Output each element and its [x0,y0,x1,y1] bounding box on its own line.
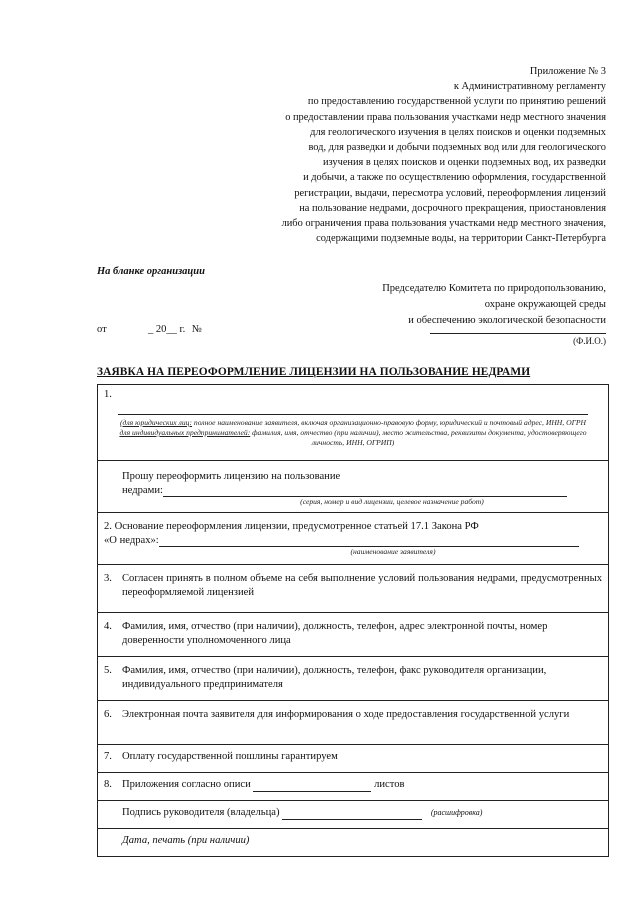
row-text: Электронная почта заявителя для информирования о ходе предоставления государственной услуги [121,709,570,720]
row-number: 8. [104,779,112,790]
row-number: 3. [104,573,112,584]
header-line: о предоставлении права пользования участками недр местного значения [285,111,606,123]
table-row [98,657,609,701]
signature-field[interactable] [282,808,422,820]
row-text: Приложения согласно описи [121,779,251,790]
attachments-count-field[interactable] [253,780,371,792]
form-title: ЗАЯВКА НА ПЕРЕОФОРМЛЕНИЕ ЛИЦЕНЗИИ НА ПОЛЬЗОВАНИЕ НЕДРАМИ [97,366,531,378]
row-number: 4. [104,621,112,632]
addressee-block [306,281,606,329]
header-line: Приложение № 3 [529,66,606,77]
row-text: Оплату государственной пошлины гарантируем [121,751,338,762]
license-field[interactable] [163,484,567,497]
table-row [98,565,609,613]
row-text: Фамилия, имя, отчество (при наличии), должность, телефон, адрес электронной почты, номер доверенности уполномоченного лица [121,621,548,646]
table-row [98,773,609,801]
entrepreneur-text: фамилия, имя, отчество (при наличии), место жительства, реквизиты документа, удостоверяющего личность, ИНН, ОГРИП) [250,428,587,447]
row-number: 7. [104,751,112,762]
basis-caption: (наименование заявителя) [350,547,436,556]
request-text: Прошу переоформить лицензию на пользование [122,471,341,482]
table-row [98,613,609,657]
header-line: регистрации, выдачи, пересмотра условий, переоформления лицензий [294,187,606,199]
header-line: и добычи, а также по осуществлению оформления, государственной [303,172,606,184]
row-number: 1. [104,389,112,400]
table-row [98,513,609,565]
header-line: изучения в целях поисков и оценки подземных вод, их разведки [322,157,606,169]
header-line: либо ограничения права пользования участками недр местного значения, [281,218,606,230]
addressee-line: Председателю Комитета по природопользованию, [382,283,606,294]
legal-entity-text: полное наименование заявителя, включая организационно-правовую форму, юридический и почтовый адрес, ИНН, ОГРН [192,418,587,427]
basis-field[interactable] [159,534,579,547]
date-from-label: от [97,324,107,335]
addressee-name-field[interactable] [430,333,606,334]
applicant-field[interactable] [118,410,588,415]
date-number-row [97,324,202,335]
table-row [98,745,609,773]
doc-number-label[interactable]: № [191,324,202,335]
application-form-table [97,384,609,857]
row-number: 6. [104,709,112,720]
legal-entity-label: (для юридических лиц: [119,418,192,427]
basis-label: «О недрах»: [104,534,159,546]
table-row [98,801,609,829]
table-row [98,829,609,857]
row-text: Фамилия, имя, отчество (при наличии), должность, телефон, факс руководителя организации, индивидуального предпринимателя [121,665,547,690]
addressee-line: охране окружающей среды [484,299,606,310]
basis-text: 2. Основание переоформления лицензии, предусмотренное статьей 17.1 Закона РФ [104,521,479,532]
header-line: содержащими подземные воды, на территории Санкт-Петербурга [316,233,606,245]
date-year-field[interactable]: _ 20__ г. [147,324,186,335]
addressee-line: и обеспечению экологической безопасности [408,315,606,326]
header-line: к Административному регламенту [453,81,606,93]
appendix-header [186,64,606,246]
row-number: 5. [104,665,112,676]
license-caption: (серия, номер и вид лицензии, целевое назначение работ) [300,497,484,506]
signature-label: Подпись руководителя (владельца) [122,807,280,818]
signature-caption: (расшифровка) [430,808,483,817]
applicant-caption [104,418,602,448]
date-stamp-label: Дата, печать (при наличии) [122,835,250,846]
row-text: Согласен принять в полном объеме на себя выполнение условий пользования недрами, предусмотренных переоформляемой лицензией [121,573,602,598]
letterhead-note: На бланке организации [97,266,205,277]
table-row [98,701,609,745]
request-label: недрами: [122,484,163,496]
header-line: на пользование недрами, досрочного прекращения, приостановления [299,202,606,214]
addressee-name-caption: (Ф.И.О.) [573,336,606,346]
header-line: вод, для разведки и добычи подземных вод или для геологического [308,142,606,154]
sheets-label: листов [374,779,405,790]
header-line: для геологического изучения в целях поисков и оценки подземных [310,126,606,138]
table-row [98,461,609,513]
entrepreneur-label: для индивидуальных предпринимателей: [119,428,251,437]
header-line: по предоставлению государственной услуги по принятию решений [307,96,606,108]
table-row [98,385,609,461]
